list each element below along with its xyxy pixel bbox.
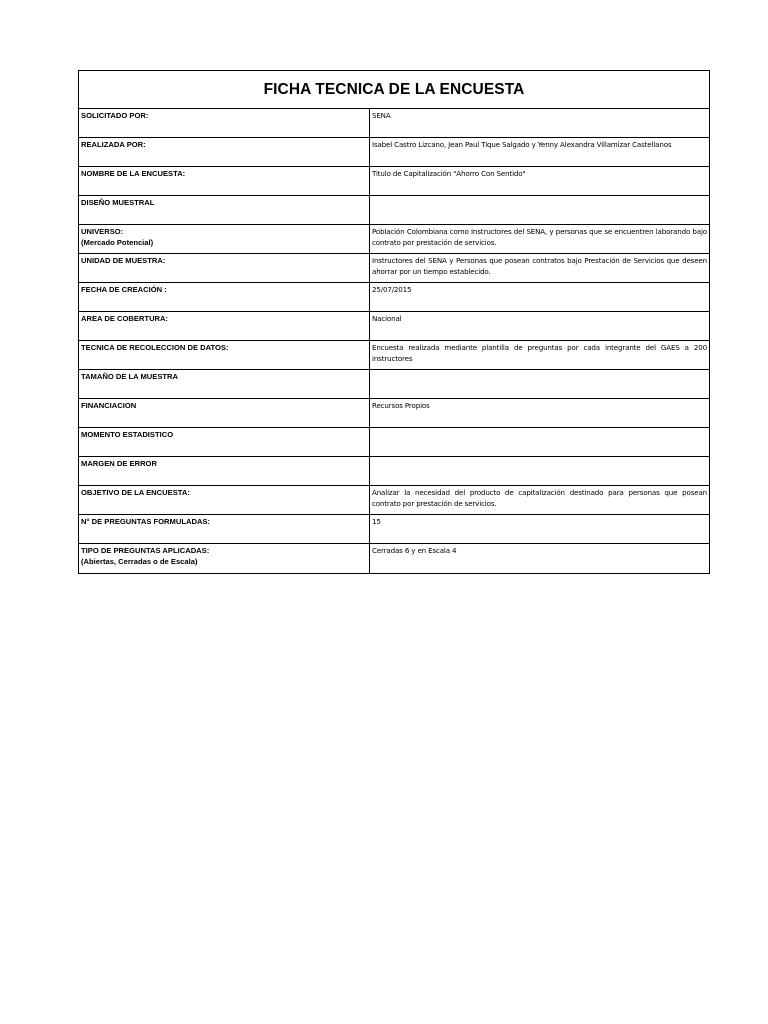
table-row	[79, 399, 709, 428]
row-label: TAMAÑO DE LA MUESTRA	[81, 372, 179, 381]
row-label-cell	[79, 370, 370, 398]
table-row	[79, 457, 709, 486]
row-value	[370, 196, 709, 224]
row-value	[370, 457, 709, 485]
sheet-title: FICHA TECNICA DE LA ENCUESTA	[79, 71, 709, 109]
row-sublabel: (Abiertas, Cerradas o de Escala)	[81, 556, 198, 566]
row-label: N° DE PREGUNTAS FORMULADAS:	[81, 517, 211, 526]
row-value: 25/07/2015	[372, 285, 412, 294]
row-label: NOMBRE DE LA ENCUESTA:	[81, 169, 186, 178]
table-row	[79, 370, 709, 399]
table-row	[79, 428, 709, 457]
table-row	[79, 544, 709, 573]
row-label: UNIDAD DE MUESTRA:	[81, 256, 166, 265]
row-label-cell	[79, 341, 370, 369]
row-value: Cerradas 6 y en Escala 4	[372, 546, 457, 555]
row-label-cell	[79, 225, 370, 253]
row-value	[370, 370, 709, 398]
row-label: SOLICITADO POR:	[81, 111, 149, 120]
row-label-cell	[79, 109, 370, 137]
table-row	[79, 515, 709, 544]
row-label: TECNICA DE RECOLECCION DE DATOS:	[81, 343, 229, 352]
row-label-cell	[79, 399, 370, 427]
row-label-cell	[79, 283, 370, 311]
row-label-cell	[79, 428, 370, 456]
table-row	[79, 196, 709, 225]
row-value: Población Colombiana como Instructores del SENA, y personas que se encuentren laborando bajo contrato por prestación de servicios.	[372, 227, 707, 247]
row-label-cell	[79, 312, 370, 340]
table-row	[79, 109, 709, 138]
table-row	[79, 225, 709, 254]
row-label-cell	[79, 457, 370, 485]
row-value: Encuesta realizada mediante plantilla de preguntas por cada integrante del GAES a 200 instructores	[372, 343, 707, 363]
row-value	[370, 428, 709, 456]
row-label: REALIZADA POR:	[81, 140, 146, 149]
row-label-cell	[79, 515, 370, 543]
row-label: MARGEN DE ERROR	[81, 459, 157, 468]
row-label-cell	[79, 196, 370, 224]
table-row	[79, 486, 709, 515]
row-label: FECHA DE CREACIÓN :	[81, 285, 167, 294]
row-value: Titulo de Capitalización "Ahorro Con Sentido"	[372, 169, 526, 178]
row-label-cell	[79, 544, 370, 573]
row-label: TIPO DE PREGUNTAS APLICADAS:	[81, 546, 210, 555]
row-label-cell	[79, 167, 370, 195]
row-sublabel: (Mercado Potencial)	[81, 237, 154, 247]
row-value: SENA	[372, 111, 391, 120]
table-row	[79, 254, 709, 283]
row-label: UNIVERSO:	[81, 227, 124, 236]
table-row	[79, 167, 709, 196]
row-label-cell	[79, 254, 370, 282]
table-body	[79, 109, 709, 573]
table-row	[79, 283, 709, 312]
row-label-cell	[79, 486, 370, 514]
row-value: Instructores del SENA y Personas que posean contratos bajo Prestación de Servicios que deseen ahorrar por un tiempo establecido.	[372, 256, 707, 276]
row-value: 15	[372, 517, 381, 526]
row-label: MOMENTO ESTADISTICO	[81, 430, 174, 439]
table-row	[79, 138, 709, 167]
table-row	[79, 341, 709, 370]
row-label-cell	[79, 138, 370, 166]
row-value: Isabel Castro Lizcano, Jean Paul Tique Salgado y Yenny Alexandra Villamizar Castellanos	[372, 140, 672, 149]
row-value: Analizar la necesidad del producto de capitalización destinado para personas que posean contrato por prestación de servicios.	[372, 488, 707, 508]
row-value: Recursos Propios	[372, 401, 430, 410]
row-label: DISEÑO MUESTRAL	[81, 198, 155, 207]
row-label: AREA DE COBERTURA:	[81, 314, 169, 323]
row-value: Nacional	[372, 314, 402, 323]
table-row	[79, 312, 709, 341]
row-label: FINANCIACION	[81, 401, 137, 410]
row-label: OBJETIVO DE LA ENCUESTA:	[81, 488, 190, 497]
survey-datasheet-table	[78, 70, 710, 574]
